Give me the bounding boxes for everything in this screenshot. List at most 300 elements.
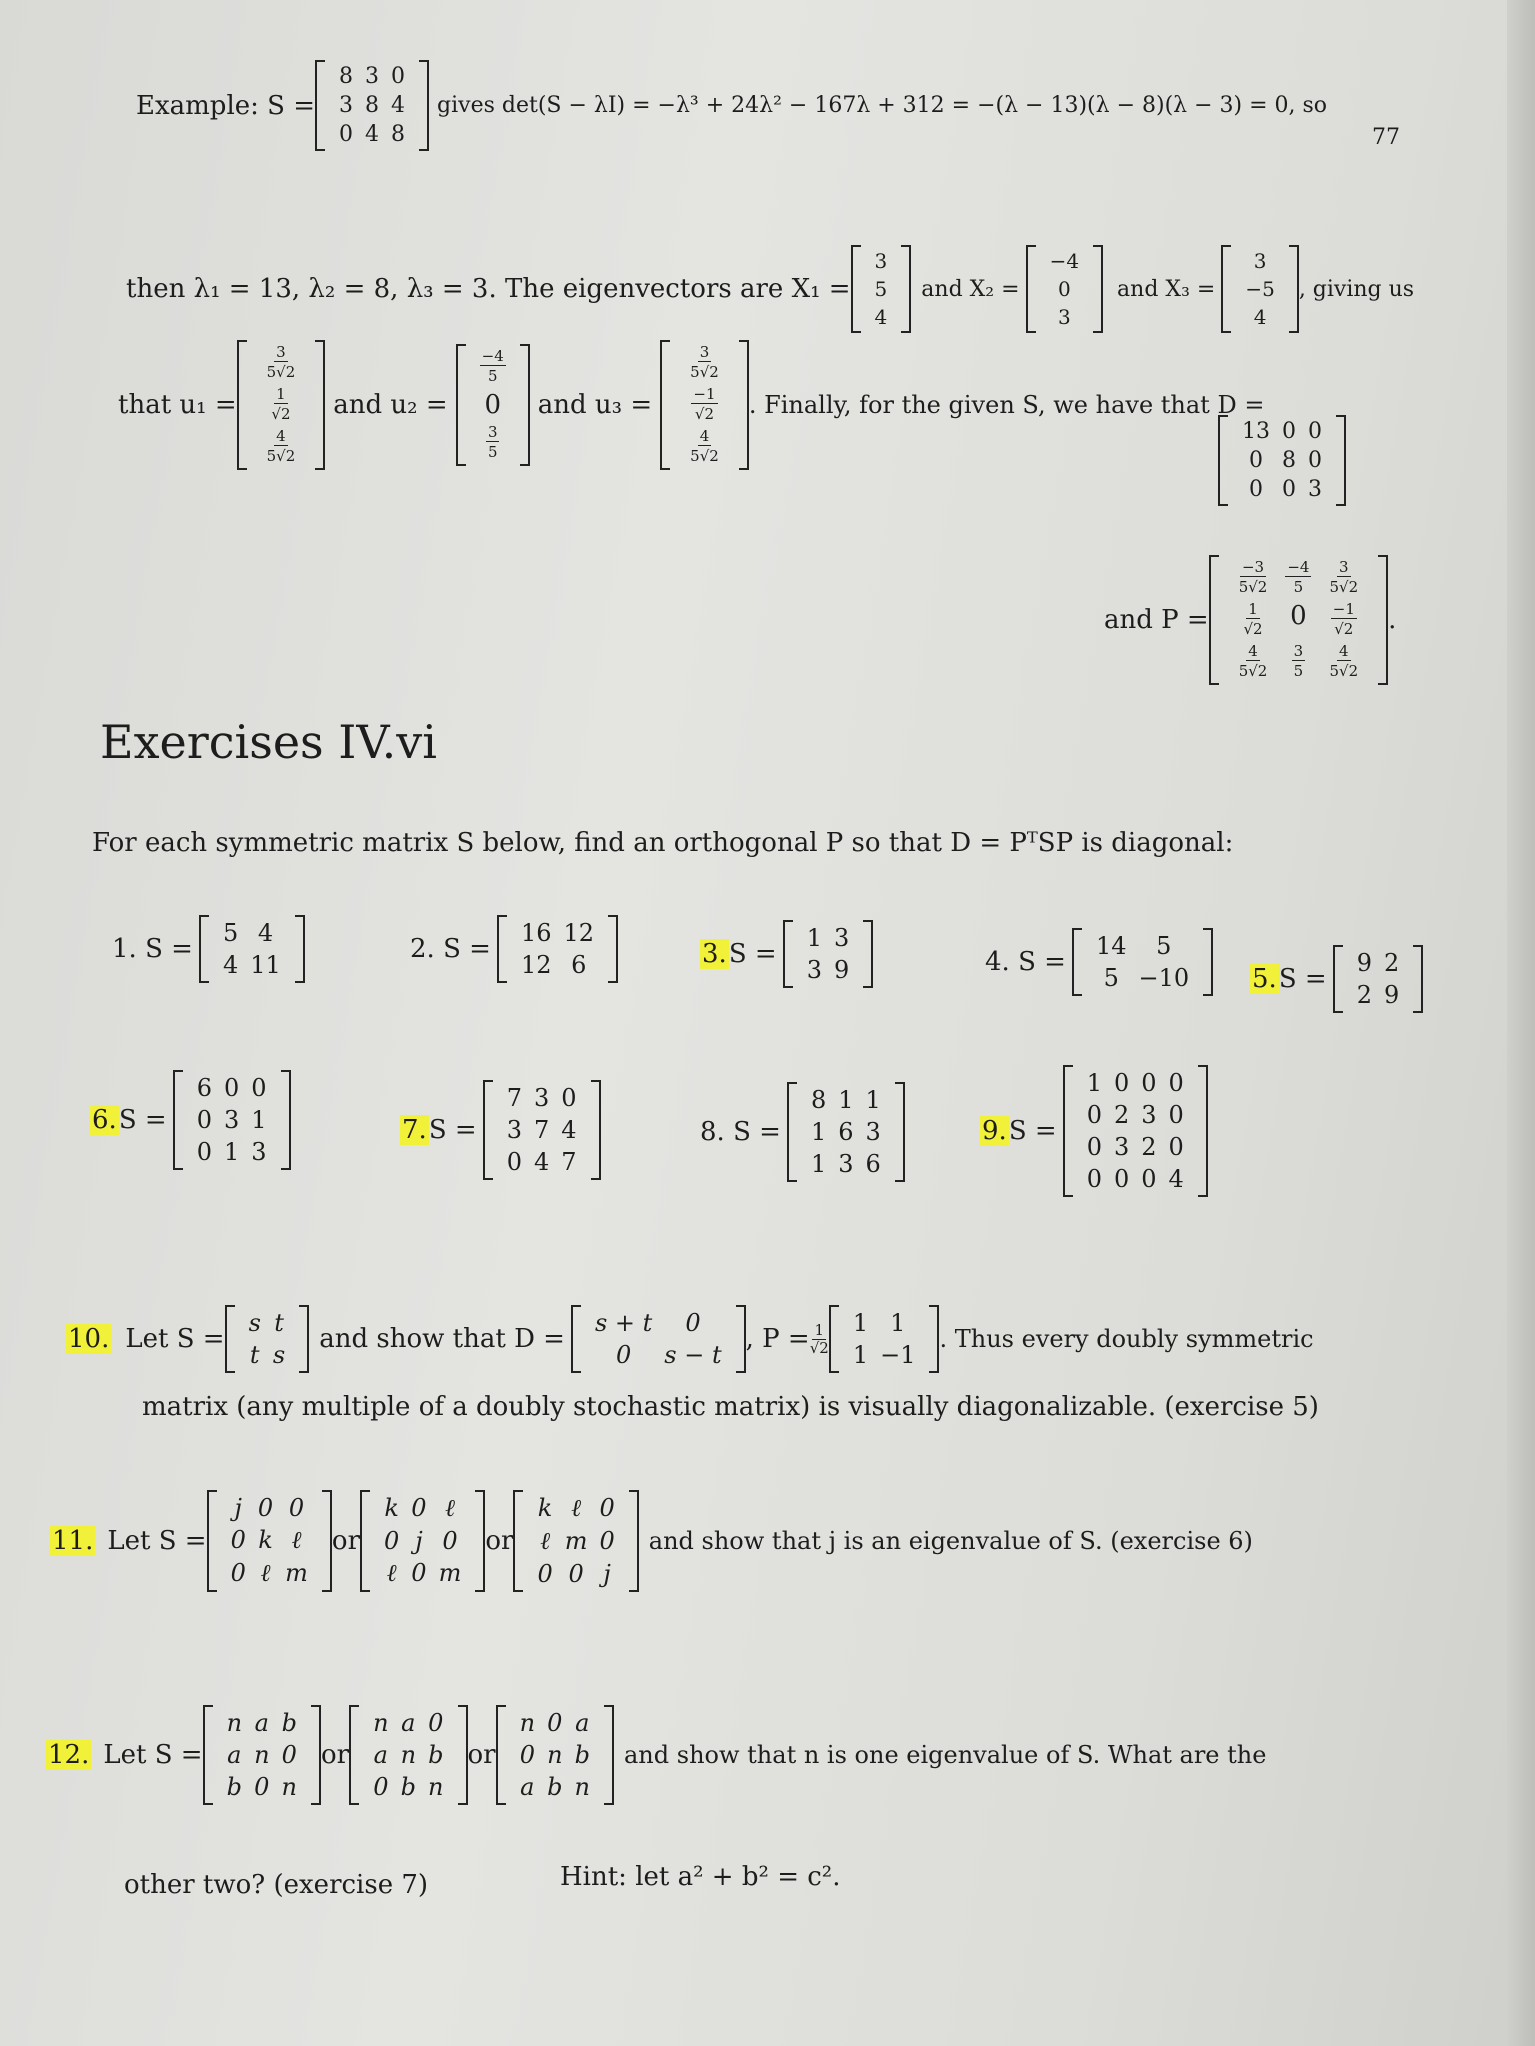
unit-vector-u2-cell-num: 3 [487, 423, 498, 441]
exercise-11-matrix-3-cell: j [603, 1560, 611, 1588]
exercise-8-matrix-cell: 3 [865, 1118, 881, 1146]
unit-vector-u3-grid [670, 340, 739, 470]
unit-vector-u1-cell-num: 1 [276, 385, 286, 403]
exercise-12-matrix-3-cell: n [519, 1709, 536, 1737]
and-u2-text: and u₂ = [333, 390, 448, 420]
exercise-number-highlight: 9. [982, 1116, 1007, 1146]
exercise-11-matrix-2-cell: ℓ [386, 1559, 397, 1587]
exercise-11-matrix-3-cell: k [537, 1494, 553, 1522]
orthogonal-matrix-P-cell-den: 5 [1293, 661, 1304, 680]
exercise-2-matrix-right-bracket [608, 915, 618, 983]
exercise-S-label: S = [1008, 1116, 1057, 1146]
exercise-9-matrix-cell: 0 [1086, 1165, 1102, 1193]
eigenvector-X2-cell: 3 [1057, 305, 1071, 329]
unit-vector-u1 [237, 340, 326, 470]
exercise-3-matrix-left-bracket [783, 920, 793, 988]
exercise-5-matrix-right-bracket [1413, 945, 1423, 1013]
orthogonal-matrix-P-cell [1317, 599, 1370, 641]
exercise-3-matrix [783, 920, 874, 988]
exercise-1 [112, 915, 305, 983]
exercise-9-matrix-grid [1073, 1065, 1198, 1197]
exercise-11-matrix-1-cell: 0 [230, 1526, 246, 1554]
unit-vector-u2 [456, 344, 530, 466]
example-matrix-S-cell: 8 [339, 64, 354, 89]
exercise-11-matrix-1-cell: ℓ [260, 1559, 271, 1587]
and-u3-text: and u₃ = [537, 390, 653, 420]
exercise-12-tail: and show that n is one eigenvalue of S. What are the [624, 1741, 1267, 1769]
unit-vector-u2-grid [466, 344, 520, 466]
exercise-6-matrix-cell: 0 [196, 1138, 212, 1166]
unit-vector-u1-grid [247, 340, 316, 470]
exercise-12-matrix-3-cell: a [575, 1709, 590, 1737]
exercise-7-matrix-cell: 4 [561, 1116, 577, 1144]
unit-vector-u3-right-bracket [739, 340, 749, 470]
exercise-12-matrix-2-left-bracket [349, 1705, 359, 1805]
exercise-5-matrix-cell: 9 [1383, 981, 1400, 1009]
exercise-12-matrix-1-cell: n [254, 1741, 270, 1769]
exercise-6-matrix-grid [183, 1070, 281, 1170]
exercise-9-matrix-cell: 0 [1086, 1133, 1102, 1161]
unit-vector-u3-cell-den: 5√2 [690, 362, 719, 381]
exercise-8-matrix-left-bracket [787, 1082, 797, 1182]
exercise-10-matrix-D-left-bracket [571, 1305, 581, 1373]
unit-vector-u3-cell [678, 384, 731, 426]
exercise-9-matrix-right-bracket [1198, 1065, 1208, 1197]
exercise-9-matrix-cell: 0 [1168, 1101, 1184, 1129]
example-matrix-S-cell: 0 [339, 122, 354, 147]
exercise-5-matrix-left-bracket [1333, 945, 1343, 1013]
diagonal-matrix-D-cell: 8 [1282, 448, 1296, 473]
example-matrix-S-grid [325, 60, 419, 151]
orthogonal-matrix-P-cell-den: √2 [1334, 619, 1354, 638]
exercise-10-matrix-P-cell: 1 [852, 1341, 869, 1369]
exercise-11-matrix-2-cell: j [415, 1527, 423, 1555]
exercise-9-matrix-cell: 1 [1086, 1069, 1102, 1097]
exercise-12-matrix-3-grid [506, 1705, 604, 1805]
exercise-1-matrix-right-bracket [295, 915, 305, 983]
exercise-2-matrix-cell: 16 [520, 919, 552, 947]
exercise-10-line-2: matrix (any multiple of a doubly stochastic matrix) is visually diagonalizable. (exercise 5) [142, 1392, 1319, 1422]
exercise-10-matrix-P-right-bracket [929, 1305, 939, 1373]
exercise-10-matrix-D [571, 1305, 746, 1373]
orthogonal-matrix-P [1209, 555, 1388, 685]
unit-vector-u3-cell [678, 426, 731, 468]
eigenvector-X3 [1221, 245, 1298, 333]
exercise-7-matrix-cell: 7 [533, 1116, 550, 1144]
exercise-12-matrix-1-cell: b [226, 1773, 243, 1801]
orthogonal-matrix-P-cell: 0 [1290, 601, 1307, 631]
exercise-12-matrix-3-cell: b [574, 1741, 590, 1769]
exercise-6-matrix-left-bracket [173, 1070, 183, 1170]
exercise-12-matrix-2-cell: 0 [428, 1709, 444, 1737]
exercise-10-matrix-S-cell: t [274, 1309, 284, 1337]
diagonal-matrix-D-cell: 0 [1282, 419, 1296, 444]
unit-vector-u2-left-bracket [456, 344, 466, 466]
section-title: Exercises IV.vi [100, 715, 437, 769]
exercise-12-matrix-2-cell: b [400, 1773, 416, 1801]
unit-vector-u1-cell-den: 5√2 [266, 362, 296, 381]
exercise-2-matrix [497, 915, 618, 983]
exercise-instruction: For each symmetric matrix S below, find an orthogonal P so that D = PᵀSP is diagonal: [92, 828, 1234, 858]
unit-vector-u2-cell-den: 5 [487, 442, 498, 461]
exercise-11-matrix-3 [513, 1490, 638, 1592]
exercise-S-label: S = [118, 1105, 167, 1135]
unit-vector-u1-cell [255, 342, 308, 384]
exercise-10-matrix-P-cell: −1 [880, 1341, 916, 1369]
exercise-3-matrix-cell: 9 [833, 956, 850, 984]
exercise-12-matrix-2-cell: a [373, 1741, 388, 1769]
exercise-11-matrix-2-right-bracket [475, 1490, 485, 1592]
orthogonal-matrix-P-cell-num: 1 [1248, 600, 1258, 618]
orthogonal-matrix-P-cell-num: −3 [1241, 558, 1265, 576]
exercise-label: 8. S = [700, 1117, 781, 1147]
example-matrix-S-cell: 8 [365, 93, 380, 118]
exercise-4-matrix-cell: 5 [1103, 964, 1119, 992]
exercise-12-matrix-1-cell: a [227, 1741, 242, 1769]
exercise-7-matrix-cell: 0 [561, 1084, 577, 1112]
unit-vector-u2-cell: 0 [484, 390, 501, 420]
unit-vector-u1-cell-den: 5√2 [266, 446, 296, 465]
hint-text: Hint: let a² + b² = c². [560, 1862, 841, 1892]
exercise-11-matrix-1-cell: 0 [288, 1494, 305, 1522]
exercise-11-matrix-2-cell: 0 [384, 1527, 400, 1555]
unit-vector-u1-cell [255, 384, 308, 426]
exercise-4-matrix [1072, 928, 1213, 996]
unit-vector-u2-cell-den: 5 [487, 366, 498, 385]
exercise-8-matrix-cell: 1 [810, 1150, 827, 1178]
orthogonal-matrix-P-cell-den: 5√2 [1238, 577, 1268, 596]
exercise-12-matrix-3-cell: a [520, 1773, 535, 1801]
orthogonal-matrix-P-cell-num: 3 [1339, 558, 1349, 576]
exercise-1-matrix [199, 915, 305, 983]
exercise-11-matrix-1-left-bracket [207, 1490, 217, 1592]
and-X3-text: and X₃ = [1117, 276, 1216, 302]
unit-vector-u3-cell-num: 4 [699, 427, 710, 445]
and-X2-text: and X₂ = [921, 276, 1020, 302]
exercise-11-matrix-1-cell: 0 [230, 1559, 246, 1587]
exercise-label: 2. S = [410, 934, 491, 964]
diagonal-matrix-D [1218, 415, 1346, 506]
eigenvalue-text: then λ₁ = 13, λ₂ = 8, λ₃ = 3. The eigenvectors are X₁ = [126, 274, 851, 304]
exercise-2-matrix-grid [507, 915, 608, 983]
exercise-10 [66, 1305, 1314, 1373]
diagonal-matrix-D-cell: 0 [1249, 477, 1263, 502]
exercise-11-matrix-3-cell: 0 [599, 1527, 615, 1555]
exercise-5-matrix-cell: 2 [1383, 949, 1400, 977]
example-matrix-S-cell: 3 [365, 64, 380, 89]
exercise-11-matrix-1-cell: j [234, 1494, 242, 1522]
unit-vector-u2-cell [474, 422, 512, 464]
exercise-S-label: S = [728, 939, 777, 969]
diagonal-matrix-D-grid [1228, 415, 1336, 506]
orthogonal-matrix-P-cell [1279, 641, 1317, 683]
exercise-12-matrix-1-cell: 0 [281, 1741, 297, 1769]
exercise-1-matrix-cell: 4 [257, 919, 274, 947]
exercise-11-matrix-3-grid [523, 1490, 628, 1592]
exercise-8-matrix-grid [797, 1082, 895, 1182]
exercise-11-matrix-3-cell: 0 [568, 1560, 584, 1588]
exercise-10-matrix-D-cell: s + t [594, 1309, 653, 1337]
exercise-9-matrix-cell: 0 [1141, 1069, 1157, 1097]
eigenvector-X2 [1026, 245, 1103, 333]
exercise-3-matrix-cell: 1 [806, 924, 822, 952]
one-over-root-two [810, 1322, 829, 1356]
exercise-11-matrix-2-cell: ℓ [444, 1494, 455, 1522]
exercise-9-matrix-cell: 3 [1113, 1133, 1130, 1161]
exercise-label: 1. S = [112, 934, 193, 964]
and-P-text: and P = [1104, 605, 1209, 635]
or-text: or [331, 1526, 361, 1556]
or-text: or [321, 1740, 350, 1770]
exercise-4-matrix-cell: 5 [1156, 932, 1172, 960]
example-matrix-S-left-bracket [315, 60, 325, 151]
exercise-12 [46, 1705, 1266, 1805]
finally-text: . Finally, for the given S, we have that D = [748, 391, 1265, 419]
diagonal-matrix-D-cell: 3 [1308, 477, 1322, 502]
eigenvector-X3-cell: 4 [1253, 305, 1267, 329]
exercise-6-matrix-cell: 1 [223, 1138, 240, 1166]
unit-vector-u3-cell [678, 342, 731, 384]
unit-vector-u1-cell-num: 3 [276, 343, 286, 361]
unit-vector-u1-left-bracket [237, 340, 247, 470]
page-number: 77 [1372, 125, 1400, 150]
exercise-9 [980, 1065, 1208, 1197]
unit-vector-u2-cell-num: −4 [481, 347, 504, 365]
exercise-8-matrix-cell: 1 [810, 1118, 827, 1146]
exercise-5-matrix-grid [1343, 945, 1414, 1013]
orthogonal-matrix-P-left-bracket [1209, 555, 1219, 685]
exercise-11-matrix-2-cell: 0 [411, 1494, 427, 1522]
one-over-root-two-den: √2 [809, 1338, 829, 1357]
example-matrix-S-cell: 4 [365, 122, 380, 147]
exercise-10-matrix-P-cell: 1 [890, 1309, 906, 1337]
exercise-11-matrix-1 [207, 1490, 332, 1592]
orthogonal-matrix-P-grid [1219, 555, 1378, 685]
exercise-10-matrix-S-cell: s [272, 1341, 286, 1369]
unit-vector-u3-left-bracket [660, 340, 670, 470]
unit-vector-u2-cell [474, 346, 512, 388]
exercise-10-matrix-P-cell: 1 [852, 1309, 869, 1337]
eigenvector-X1-left-bracket [851, 245, 861, 333]
diagonal-matrix-D-cell: 0 [1308, 419, 1322, 444]
exercise-12-matrix-2-grid [359, 1705, 457, 1805]
eigenvector-X3-right-bracket [1289, 245, 1299, 333]
exercise-6-matrix-cell: 0 [223, 1074, 240, 1102]
exercise-11-matrix-1-cell: ℓ [291, 1526, 302, 1554]
exercise-6-matrix-cell: 1 [251, 1106, 267, 1134]
exercise-label: 4. S = [985, 947, 1066, 977]
exercise-12-matrix-2-right-bracket [458, 1705, 468, 1805]
exercise-12-matrix-1-cell: n [226, 1709, 243, 1737]
exercise-12-matrix-1 [203, 1705, 321, 1805]
exercise-11-matrix-3-cell: 0 [537, 1560, 553, 1588]
diagonal-matrix-D-cell: 0 [1249, 448, 1263, 473]
exercise-3-matrix-grid [793, 920, 864, 988]
orthogonal-matrix-P-cell-num: 4 [1339, 642, 1349, 660]
exercise-11-matrix-3-cell: m [564, 1527, 588, 1555]
unit-vector-u2-right-bracket [520, 344, 530, 466]
let-S-text: Let S = [107, 1526, 207, 1556]
exercise-12-matrix-2-cell: a [401, 1709, 416, 1737]
eigenvector-X3-left-bracket [1221, 245, 1231, 333]
exercise-9-matrix [1063, 1065, 1208, 1197]
exercise-5-matrix-cell: 2 [1356, 981, 1372, 1009]
exercise-11-matrix-1-grid [217, 1490, 322, 1592]
exercise-11-matrix-2 [360, 1490, 485, 1592]
exercise-6-matrix-cell: 0 [196, 1106, 212, 1134]
exercise-number-highlight: 3. [702, 939, 727, 969]
exercise-3-matrix-right-bracket [863, 920, 873, 988]
orthogonal-matrix-P-cell [1227, 557, 1280, 599]
unit-vector-u1-cell-den: √2 [271, 404, 291, 423]
orthogonal-matrix-P-cell-num: −4 [1287, 558, 1310, 576]
unit-vector-u1-cell-num: 4 [276, 427, 286, 445]
eigenvector-X2-right-bracket [1093, 245, 1103, 333]
exercise-12-matrix-3-cell: n [547, 1741, 563, 1769]
exercise-1-matrix-cell: 11 [250, 951, 281, 979]
exercise-6-matrix-right-bracket [281, 1070, 291, 1170]
eigenvector-X1-cell: 5 [874, 277, 888, 301]
exercise-10-matrix-S-right-bracket [299, 1305, 309, 1373]
exercise-9-matrix-cell: 2 [1141, 1133, 1157, 1161]
or-text: or [485, 1526, 514, 1556]
eigenvector-X2-grid [1036, 245, 1093, 333]
orthogonal-matrix-P-cell-den: 5√2 [1329, 661, 1359, 680]
exercise-5-matrix [1333, 945, 1424, 1013]
exercise-4 [985, 928, 1213, 996]
exercise-9-matrix-cell: 0 [1168, 1069, 1184, 1097]
exercise-2-matrix-cell: 6 [571, 951, 587, 979]
exercise-9-matrix-cell: 4 [1168, 1165, 1184, 1193]
orthogonal-matrix-P-cell [1227, 641, 1280, 683]
exercise-2-matrix-left-bracket [497, 915, 507, 983]
exercise-4-matrix-cell: −10 [1138, 964, 1190, 992]
exercise-number-highlight: 7. [402, 1115, 427, 1145]
exercise-1-matrix-cell: 4 [222, 951, 239, 979]
exercise-10-matrix-P [829, 1305, 940, 1373]
exercise-11-matrix-2-cell: m [438, 1559, 462, 1587]
exercise-9-matrix-left-bracket [1063, 1065, 1073, 1197]
exercise-9-matrix-cell: 0 [1086, 1101, 1102, 1129]
exercise-9-matrix-cell: 3 [1141, 1101, 1157, 1129]
giving-us-text: , giving us [1298, 276, 1415, 302]
exercise-S-label: S = [428, 1115, 477, 1145]
example-matrix-S [315, 60, 429, 151]
orthogonal-matrix-P-cell-den: 5√2 [1329, 577, 1359, 596]
example-line-1 [136, 60, 1327, 151]
exercise-2-matrix-cell: 12 [520, 951, 552, 979]
exercise-12-matrix-1-right-bracket [311, 1705, 321, 1805]
exercise-4-matrix-left-bracket [1072, 928, 1082, 996]
exercise-number-highlight: 5. [1252, 964, 1277, 994]
exercise-4-matrix-cell: 14 [1095, 932, 1127, 960]
example-P-row [1104, 555, 1396, 685]
example-determinant-text: gives det(S − λI) = −λ³ + 24λ² − 167λ + 312 = −(λ − 13)(λ − 8)(λ − 3) = 0, so [437, 93, 1328, 118]
eigenvector-X1-grid [861, 245, 902, 333]
exercise-4-matrix-right-bracket [1203, 928, 1213, 996]
example-line-2 [126, 245, 1414, 333]
example-matrix-S-cell: 4 [391, 93, 406, 118]
exercise-11-matrix-2-left-bracket [360, 1490, 370, 1592]
orthogonal-matrix-P-cell-num: 4 [1248, 642, 1258, 660]
exercise-S-label: S = [1278, 964, 1327, 994]
exercise-3-matrix-cell: 3 [806, 956, 822, 984]
orthogonal-matrix-P-cell [1317, 557, 1370, 599]
exercise-12-matrix-3 [496, 1705, 614, 1805]
exercise-12-matrix-1-cell: 0 [254, 1773, 270, 1801]
exercise-11-matrix-2-cell: 0 [411, 1559, 427, 1587]
eigenvector-X1 [851, 245, 912, 333]
exercise-3-matrix-cell: 3 [833, 924, 850, 952]
exercise-11-matrix-2-cell: k [384, 1494, 399, 1522]
exercise-number-highlight: 11. [52, 1526, 94, 1556]
eigenvector-X1-cell: 3 [874, 249, 888, 273]
exercise-11-matrix-3-cell: 0 [599, 1494, 615, 1522]
example-line-3 [118, 340, 1264, 470]
one-over-root-two-num: 1 [814, 1321, 825, 1339]
let-S-text: Let S = [103, 1740, 203, 1770]
exercise-12-matrix-3-cell: 0 [519, 1741, 535, 1769]
example-matrix-S-cell: 8 [391, 122, 406, 147]
exercise-8-matrix-cell: 6 [865, 1150, 881, 1178]
exercise-number-highlight: 10. [68, 1324, 110, 1354]
exercise-8-matrix-cell: 1 [838, 1086, 854, 1114]
exercise-8-matrix-cell: 1 [865, 1086, 881, 1114]
exercise-7-matrix-cell: 7 [561, 1148, 577, 1176]
exercise-10-matrix-D-cell: s − t [664, 1341, 722, 1369]
exercise-10-matrix-S [225, 1305, 310, 1373]
exercise-12-matrix-1-left-bracket [203, 1705, 213, 1805]
diagonal-matrix-D-right-bracket [1336, 415, 1346, 506]
example-matrix-S-cell: 3 [339, 93, 354, 118]
example-matrix-S-right-bracket [419, 60, 429, 151]
exercise-8-matrix-cell: 3 [838, 1150, 854, 1178]
exercise-10-matrix-P-grid [839, 1305, 930, 1373]
exercise-11-matrix-1-right-bracket [322, 1490, 332, 1592]
unit-vector-u1-cell [255, 426, 308, 468]
eigenvector-X3-cell: 3 [1253, 249, 1267, 273]
eigenvector-X2-cell: −4 [1049, 249, 1080, 273]
exercise-6-matrix-cell: 0 [251, 1074, 267, 1102]
exercise-9-matrix-cell: 0 [1113, 1165, 1130, 1193]
exercise-9-matrix-cell: 0 [1113, 1069, 1130, 1097]
exercise-12-matrix-1-cell: a [254, 1709, 269, 1737]
exercise-11-matrix-3-cell: ℓ [540, 1527, 551, 1555]
eigenvector-X1-cell: 4 [874, 305, 888, 329]
diagonal-matrix-D-cell: 0 [1308, 448, 1322, 473]
exercise-7-matrix-cell: 3 [506, 1116, 522, 1144]
exercise-10-matrix-S-left-bracket [225, 1305, 235, 1373]
exercise-11-matrix-3-left-bracket [513, 1490, 523, 1592]
exercise-8-matrix [787, 1082, 905, 1182]
orthogonal-matrix-P-cell-den: 5 [1293, 577, 1304, 596]
exercise-11 [50, 1490, 1253, 1592]
thus-text: . Thus every doubly symmetric [939, 1325, 1314, 1353]
exercise-4-matrix-grid [1082, 928, 1203, 996]
exercise-5-matrix-cell: 9 [1356, 949, 1372, 977]
exercise-12-matrix-3-cell: 0 [547, 1709, 563, 1737]
exercise-number-highlight: 12. [48, 1740, 90, 1770]
exercise-8-matrix-cell: 6 [838, 1118, 854, 1146]
exercise-12-matrix-2-cell: b [428, 1741, 444, 1769]
exercise-8 [700, 1082, 905, 1182]
exercise-9-matrix-cell: 0 [1168, 1133, 1184, 1161]
exercise-7-matrix-cell: 4 [533, 1148, 550, 1176]
exercise-10-matrix-S-grid [235, 1305, 300, 1373]
orthogonal-matrix-P-cell-den: 5√2 [1238, 661, 1268, 680]
exercise-3 [700, 920, 873, 988]
exercise-11-tail: and show that j is an eigenvalue of S. (exercise 6) [648, 1527, 1253, 1555]
